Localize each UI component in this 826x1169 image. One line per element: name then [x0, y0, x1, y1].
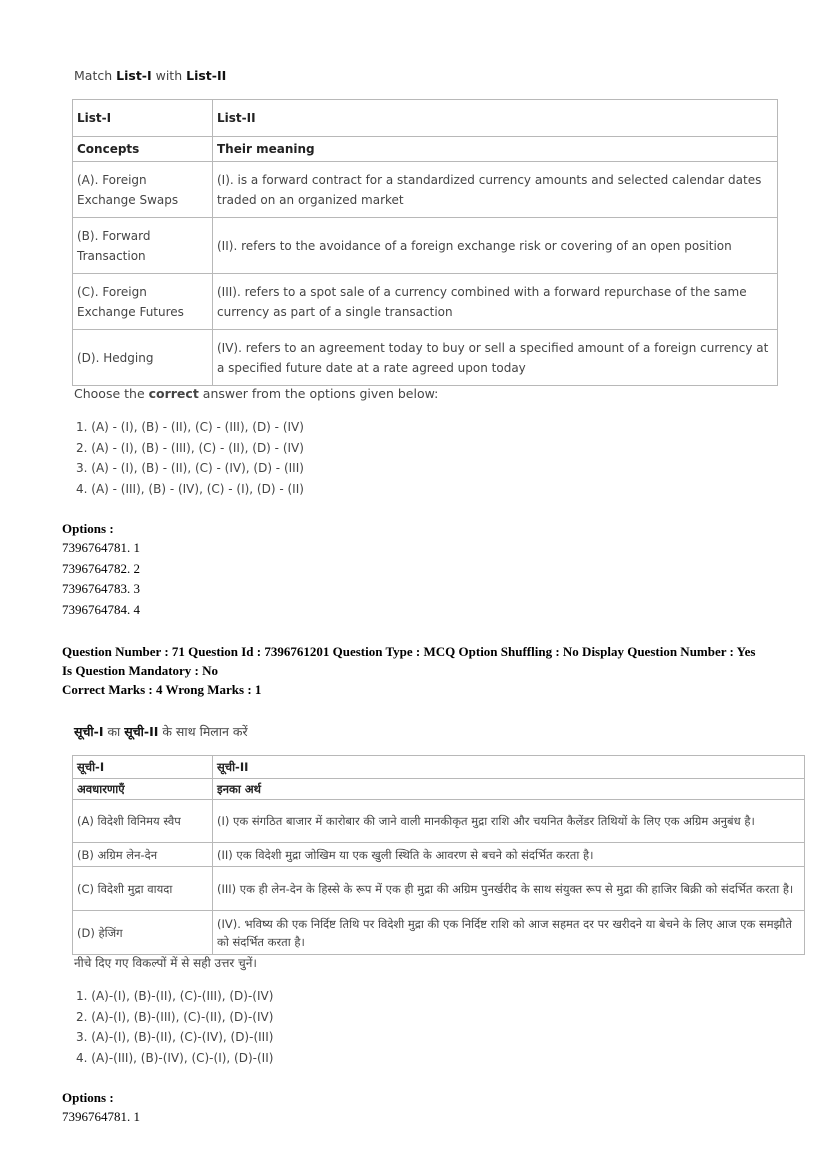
answer-choice: 2. (A)-(I), (B)-(III), (C)-(II), (D)-(IV): [76, 1009, 274, 1024]
answer-choice: 3. (A)-(I), (B)-(II), (C)-(IV), (D)-(III): [76, 1030, 274, 1044]
table-row: [73, 218, 778, 274]
table-row: [73, 274, 778, 330]
answer-choice: 4. (A) - (III), (B) - (IV), (C) - (I), (D) - (II): [76, 481, 304, 496]
option-id: 7396764783. 3: [62, 581, 140, 597]
concept-cell: (B). Forward Transaction: [73, 218, 213, 274]
question-meta-line: Correct Marks : 4 Wrong Marks : 1: [62, 682, 262, 697]
meaning-cell: (III) एक ही लेन-देन के हिस्से के रूप में एक ही मुद्रा की अग्रिम पुनर्खरीद के साथ संयुक्त रूप से मुद्रा की हाजिर बिक्री को संदर्भित करता है।: [213, 867, 805, 911]
concept-cell: (A). Foreign Exchange Swaps: [73, 162, 213, 218]
question-meta-line: Is Question Mandatory : No: [62, 663, 219, 678]
answer-choice: 2. (A) - (I), (B) - (III), (C) - (II), (D) - (IV): [76, 440, 304, 455]
table-row: [73, 330, 778, 386]
concept-cell: (A) विदेशी विनिमय स्वैप: [73, 800, 213, 843]
answer-choices-en: [76, 417, 304, 499]
concept-cell: (C) विदेशी मुद्रा वायदा: [73, 867, 213, 911]
table-row: [73, 867, 805, 911]
table-subheader-cell: Their meaning: [213, 137, 778, 162]
option-id: 7396764781. 1: [62, 540, 140, 555]
table-header-row: [73, 756, 805, 779]
answer-choices-hi: [76, 986, 273, 1068]
option-id-list: [62, 538, 140, 621]
match-table-hi: [72, 755, 805, 955]
meaning-cell: (I). is a forward contract for a standardized currency amounts and selected calendar dates traded on an organized market: [213, 162, 778, 218]
meaning-cell: (II). refers to the avoidance of a foreign exchange risk or covering of an open position: [213, 218, 778, 274]
table-header-cell: सूची-II: [213, 756, 805, 779]
option-id: 7396764782. 2: [62, 560, 140, 576]
concept-cell: (C). Foreign Exchange Futures: [73, 274, 213, 330]
table-header-cell: सूची-I: [73, 756, 213, 779]
table-header-cell: List-I: [73, 100, 213, 137]
answer-choice: 3. (A) - (I), (B) - (II), (C) - (IV), (D) - (III): [76, 461, 304, 475]
concept-cell: (D). Hedging: [73, 330, 213, 386]
options-label: Options :: [62, 1090, 114, 1105]
meaning-cell: (IV). भविष्य की एक निर्दिष्ट तिथि पर विदेशी मुद्रा की एक निर्दिष्ट राशि को आज सहमत दर पर खरीदने या बेचने के लिए आज एक समझौते को संदर्भित करता है।: [213, 911, 805, 955]
concept-cell: (D) हेजिंग: [73, 911, 213, 955]
concept-cell: (B) अग्रिम लेन-देन: [73, 843, 213, 867]
answer-choice: 1. (A)-(I), (B)-(II), (C)-(III), (D)-(IV): [76, 989, 274, 1003]
question-meta: [62, 642, 755, 699]
table-subheader-cell: अवधारणाएँ: [73, 779, 213, 800]
meaning-cell: (I) एक संगठित बाजार में कारोबार की जाने वाली मानकीकृत मुद्रा राशि और चयनित कैलेंडर तिथियों के लिए एक अग्रिम अनुबंध है।: [213, 800, 805, 843]
meaning-cell: (IV). refers to an agreement today to buy or sell a specified amount of a foreign currency at a specified future date at a rate agreed upon today: [213, 330, 778, 386]
table-row: [73, 800, 805, 843]
table-subheader-row: [73, 137, 778, 162]
table-subheader-row: [73, 779, 805, 800]
option-id: 7396764784. 4: [62, 602, 140, 618]
option-id-list: [62, 1107, 140, 1128]
options-label: Options :: [62, 521, 114, 536]
meaning-cell: (III). refers to a spot sale of a currency combined with a forward repurchase of the same currency as part of a single transaction: [213, 274, 778, 330]
table-row: [73, 843, 805, 867]
choose-instruction-en: Choose the correct answer from the options given below:: [74, 386, 439, 401]
table-subheader-cell: इनका अर्थ: [213, 779, 805, 800]
option-id: 7396764781. 1: [62, 1109, 140, 1124]
table-header-cell: List-II: [213, 100, 778, 137]
question-meta-line: Question Number : 71 Question Id : 7396761201 Question Type : MCQ Option Shuffling : No Display Question Number : Yes: [62, 644, 756, 659]
match-table-en: [72, 99, 778, 386]
table-subheader-cell: Concepts: [73, 137, 213, 162]
question-prompt-en: Match List-I with List-II: [74, 68, 227, 83]
choose-instruction-hi: नीचे दिए गए विकल्पों में से सही उत्तर चुनें।: [74, 956, 257, 970]
answer-choice: 4. (A)-(III), (B)-(IV), (C)-(I), (D)-(II): [76, 1050, 274, 1065]
table-row: [73, 911, 805, 955]
meaning-cell: (II) एक विदेशी मुद्रा जोखिम या एक खुली स्थिति के आवरण से बचने को संदर्भित करता है।: [213, 843, 805, 867]
table-header-row: [73, 100, 778, 137]
answer-choice: 1. (A) - (I), (B) - (II), (C) - (III), (D) - (IV): [76, 420, 304, 434]
question-prompt-hi: सूची-I का सूची-II के साथ मिलान करें: [74, 724, 248, 739]
table-row: [73, 162, 778, 218]
